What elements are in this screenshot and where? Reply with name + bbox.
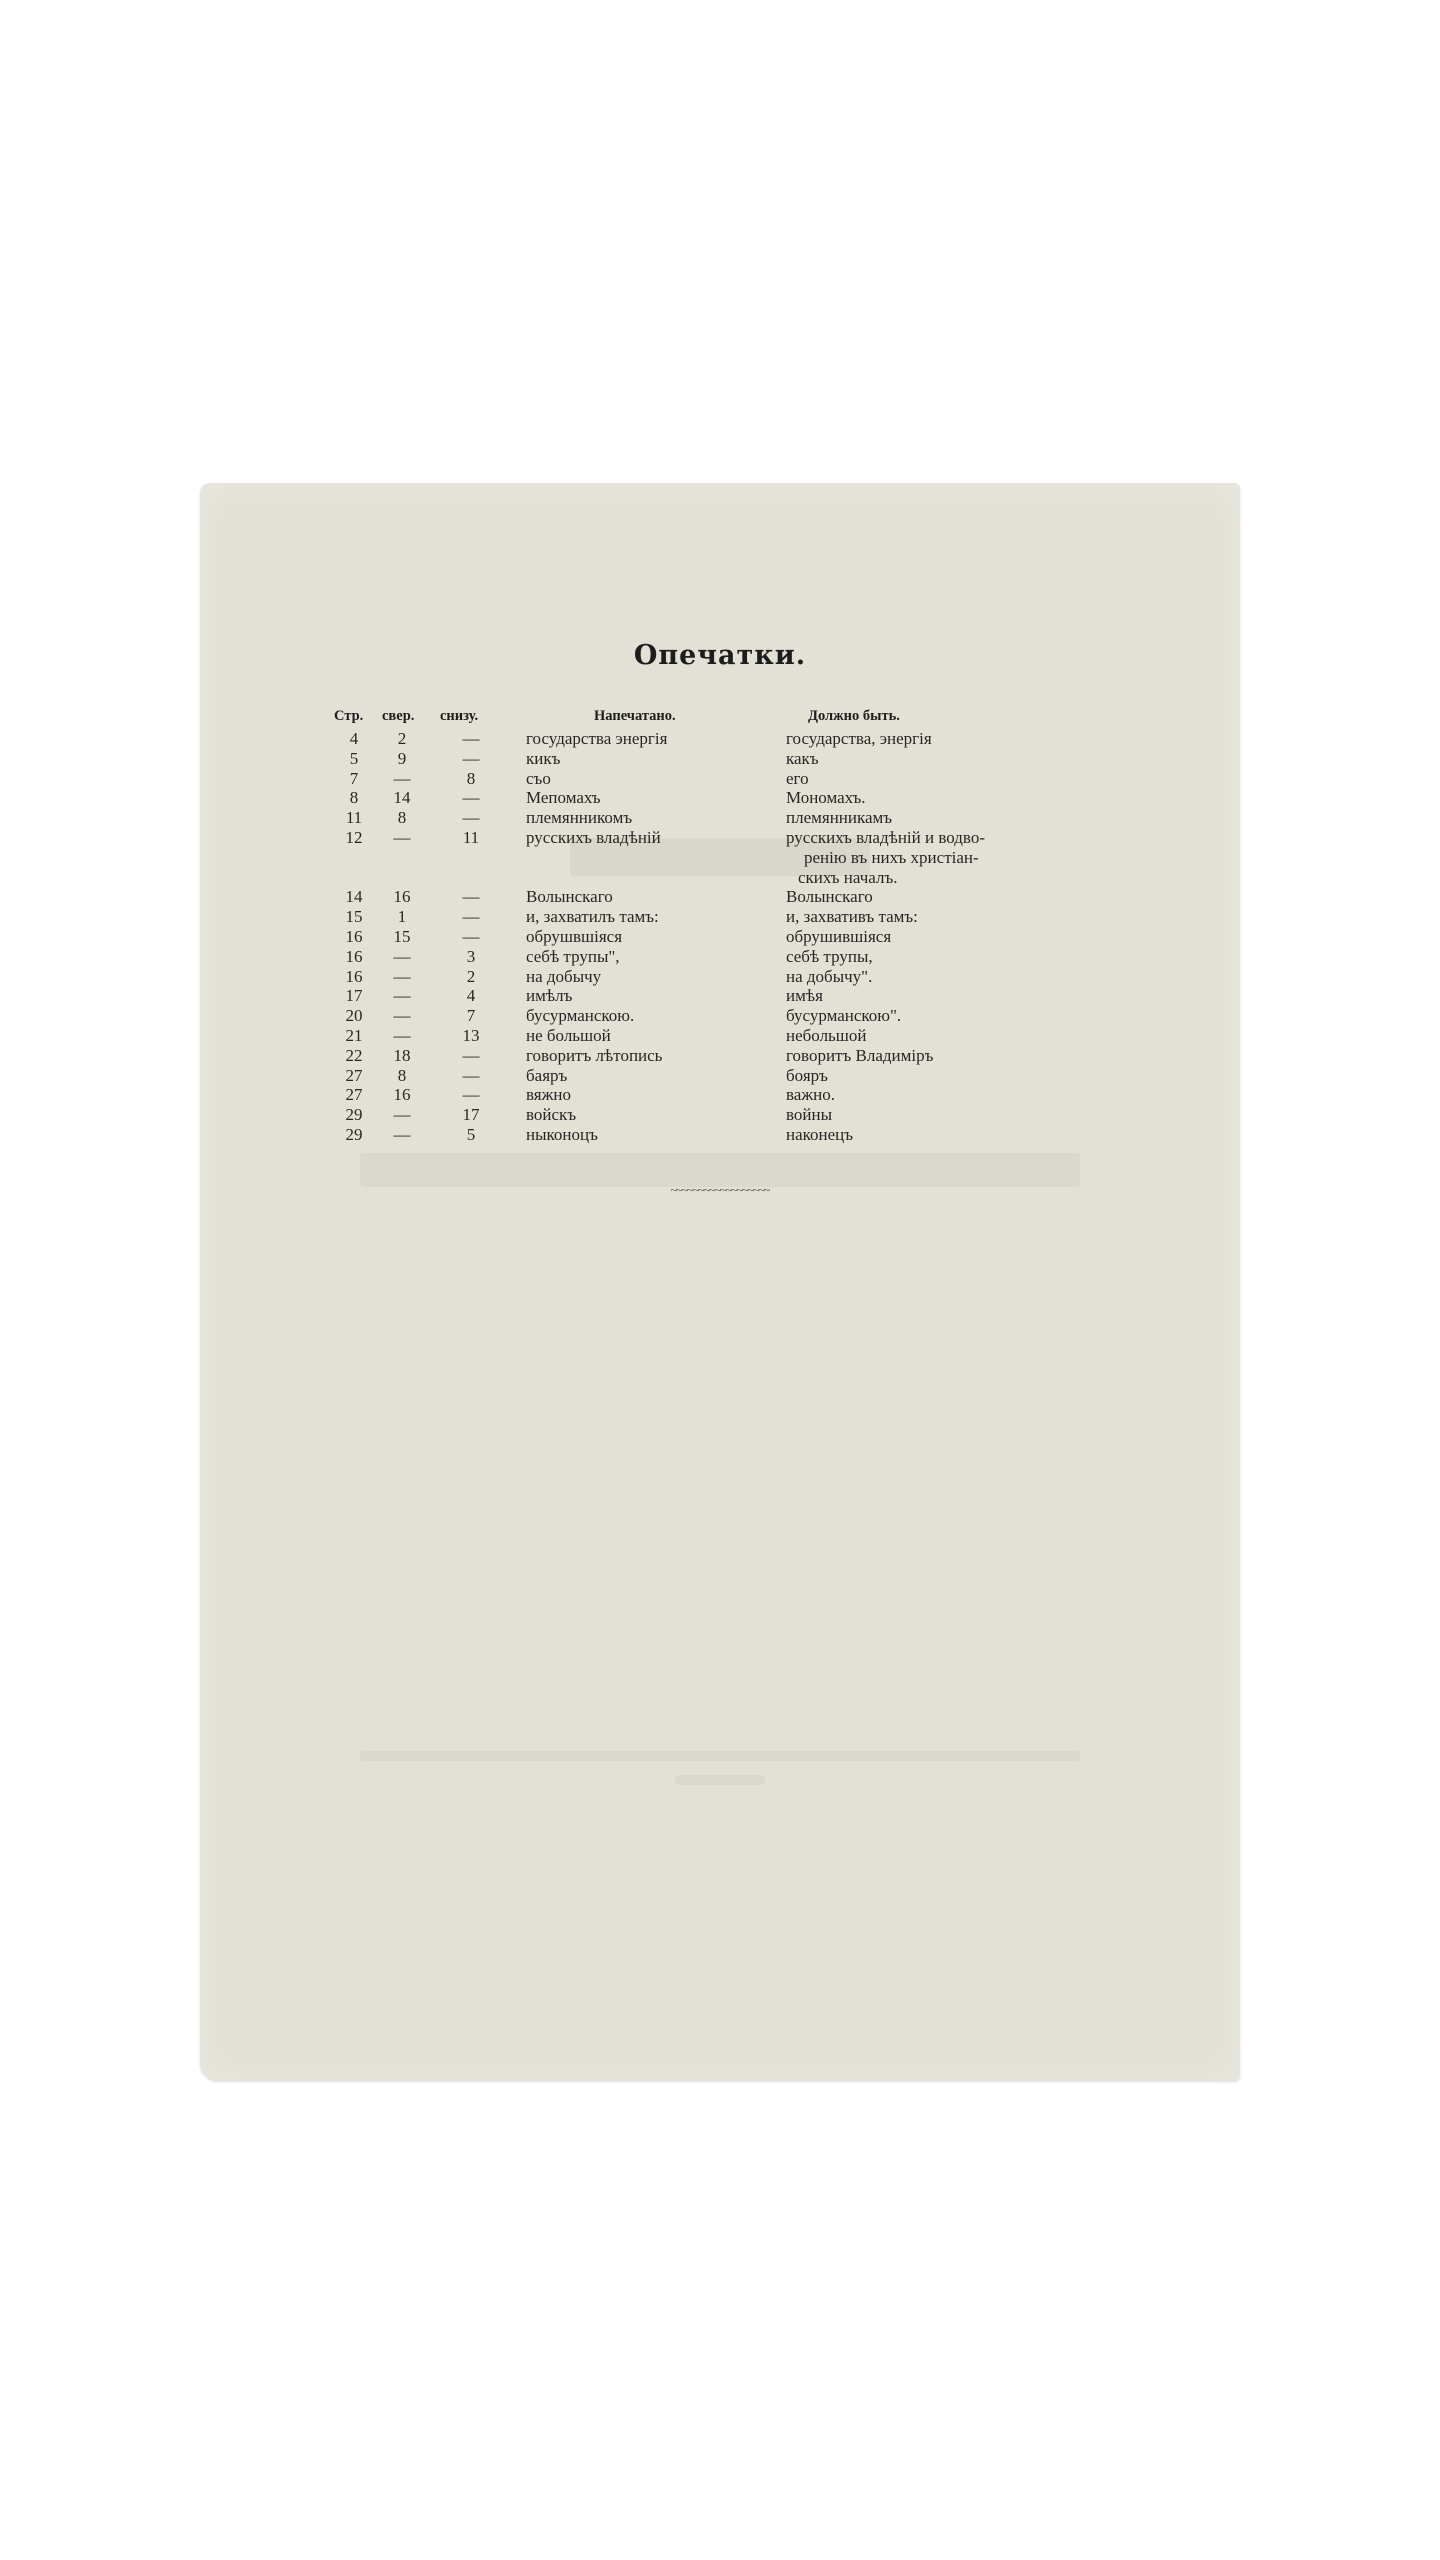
row-printed: бусурманскою. (526, 1006, 635, 1026)
row-from-top: — (393, 1026, 411, 1045)
row-printed: вяжно (526, 1085, 571, 1105)
row-should-be: обрушившіяся (786, 927, 892, 946)
row-from-bottom: 7 (466, 1006, 476, 1026)
row-should-be: его (786, 768, 809, 788)
row-page: 12 (345, 828, 363, 847)
row-should-be-continuation: ренію въ нихъ христіан- (804, 847, 979, 867)
row-printed: имѣлъ (526, 986, 573, 1006)
row-from-top: — (393, 1105, 411, 1125)
row-page: 11 (345, 808, 363, 828)
row-from-top: — (393, 768, 411, 788)
row-page: 22 (345, 1045, 363, 1065)
row-page: 27 (345, 1085, 363, 1105)
row-page: 17 (345, 986, 363, 1006)
row-page: 7 (349, 768, 359, 788)
row-from-bottom: 8 (466, 768, 476, 788)
row-from-top: — (393, 828, 411, 847)
header-from-top: свер. (382, 708, 415, 724)
row-page: 20 (345, 1006, 363, 1026)
row-should-be: войны (786, 1105, 833, 1125)
row-from-bottom: — (462, 907, 480, 927)
row-printed: не большой (526, 1026, 611, 1045)
row-from-top: 18 (393, 1045, 411, 1065)
row-from-bottom: — (462, 748, 480, 768)
row-from-bottom: 11 (462, 828, 480, 847)
row-from-top: — (393, 1006, 411, 1026)
row-from-bottom: — (462, 788, 480, 808)
row-should-be: племянникамъ (786, 808, 893, 828)
row-printed: говоритъ лѣтопись (526, 1045, 663, 1065)
row-should-be: русскихъ владѣній и водво- (786, 828, 985, 847)
row-from-top: 16 (393, 887, 411, 907)
header-should-be: Должно быть. (808, 708, 900, 724)
row-should-be: какъ (786, 748, 819, 768)
row-from-bottom: 17 (462, 1105, 480, 1125)
row-should-be: наконецъ (786, 1125, 854, 1144)
end-rule: ~~~~~~~~~~~~~~~~~~ (670, 1183, 770, 1197)
row-page: 16 (345, 946, 363, 966)
row-page: 21 (345, 1026, 363, 1045)
row-page: 4 (349, 729, 359, 748)
row-page: 5 (349, 748, 359, 768)
row-printed: обрушвшіяся (526, 927, 623, 946)
row-page: 27 (345, 1065, 363, 1085)
row-should-be: государства, энергія (786, 729, 932, 748)
row-from-bottom: — (462, 808, 480, 828)
row-printed: Волынскаго (526, 887, 613, 907)
row-printed: ныконоцъ (526, 1125, 598, 1144)
paper-sheet (200, 483, 1240, 2081)
row-printed: Мепомахъ (526, 788, 601, 808)
row-from-bottom: — (462, 1085, 480, 1105)
row-should-be-continuation: скихъ началъ. (798, 867, 898, 887)
show-through-imprint (200, 1743, 1240, 1803)
row-from-top: 8 (397, 808, 407, 828)
row-from-top: 14 (393, 788, 411, 808)
row-should-be: себѣ трупы, (786, 946, 873, 966)
row-from-top: — (393, 1125, 411, 1144)
row-printed: войскъ (526, 1105, 577, 1125)
row-should-be: небольшой (786, 1026, 867, 1045)
row-printed: кикъ (526, 748, 561, 768)
row-should-be: бояръ (786, 1065, 828, 1085)
row-page: 14 (345, 887, 363, 907)
row-from-bottom: — (462, 729, 480, 748)
row-printed: себѣ трупы", (526, 946, 620, 966)
row-printed: на добычу (526, 966, 602, 986)
row-printed: съо (526, 768, 551, 788)
row-should-be: Волынскаго (786, 887, 873, 907)
header-page: Стр. (334, 708, 364, 724)
row-from-top: 15 (393, 927, 411, 946)
row-printed: и, захватилъ тамъ: (526, 907, 659, 927)
row-printed: государства энергія (526, 729, 668, 748)
row-from-bottom: — (462, 1065, 480, 1085)
row-from-bottom: 2 (466, 966, 476, 986)
row-page: 29 (345, 1125, 363, 1144)
row-should-be: Мономахъ. (786, 788, 866, 808)
row-should-be: и, захвативъ тамъ: (786, 907, 918, 927)
header-from-bottom: снизу. (440, 708, 479, 724)
row-from-bottom: 3 (466, 946, 476, 966)
row-should-be: имѣя (786, 986, 823, 1006)
row-page: 8 (349, 788, 359, 808)
row-from-bottom: 4 (466, 986, 476, 1006)
row-should-be: бусурманскою". (786, 1006, 902, 1026)
row-printed: племянникомъ (526, 808, 633, 828)
row-should-be: на добычу". (786, 966, 873, 986)
row-from-bottom: — (462, 1045, 480, 1065)
row-from-top: 9 (397, 748, 407, 768)
row-from-bottom: 13 (462, 1026, 480, 1045)
errata-title: Опечатки. (633, 640, 807, 671)
row-from-top: 1 (397, 907, 407, 927)
row-page: 15 (345, 907, 363, 927)
row-from-bottom: 5 (466, 1125, 476, 1144)
row-should-be: важно. (786, 1085, 835, 1105)
row-from-bottom: — (462, 887, 480, 907)
row-page: 16 (345, 927, 363, 946)
row-should-be: говоритъ Владиміръ (786, 1045, 934, 1065)
row-from-top: — (393, 946, 411, 966)
row-page: 29 (345, 1105, 363, 1125)
row-from-top: — (393, 986, 411, 1006)
row-printed: баяръ (526, 1065, 568, 1085)
row-from-top: — (393, 966, 411, 986)
row-from-top: 2 (397, 729, 407, 748)
row-printed: русскихъ владѣній (526, 828, 661, 847)
row-from-top: 16 (393, 1085, 411, 1105)
header-printed: Напечатано. (594, 708, 676, 724)
row-from-bottom: — (462, 927, 480, 946)
row-from-top: 8 (397, 1065, 407, 1085)
row-page: 16 (345, 966, 363, 986)
